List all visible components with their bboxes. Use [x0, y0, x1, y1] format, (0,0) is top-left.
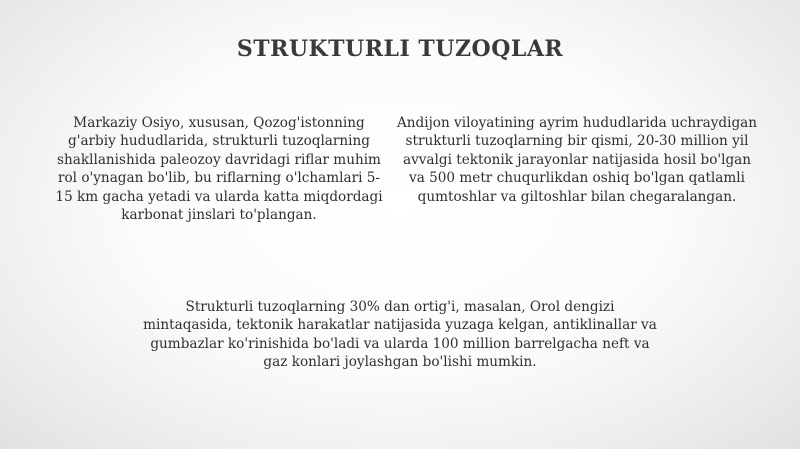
- paragraph-bottom: Strukturli tuzoqlarning 30% dan ortig'i, masalan, Orol dengizi mintaqasida, tektonik harakatlar natijasida yuzaga kelgan, antiklinallar va gumbazlar ko'rinishida bo'ladi va ularda 100 million barrelgacha neft va gaz konlari joylashgan bo'lishi mumkin.: [143, 299, 657, 371]
- slide-title: STRUKTURLI TUZOQLAR: [236, 36, 564, 62]
- paragraph-left: Markaziy Osiyo, xususan, Qozog'istonning g'arbiy hududlarida, strukturli tuzoqlarning shakllanishida paleozoy davridagi riflar muhim rol o'ynagan bo'lib, bu riflarning o'lchamlari 5-15 km gacha yetadi va ularda katta miqdordagi karbonat jinslari to'plangan.: [55, 115, 383, 224]
- paragraph-right: Andijon viloyatining ayrim hududlarida uchraydigan strukturli tuzoqlarning bir qismi, 20-30 million yil avvalgi tektonik jarayonlar natijasida hosil bo'lgan va 500 metr chuqurlikdan oshiq bo'lgan qatlamli qumtoshlar va giltoshlar bilan chegaralangan.: [396, 115, 758, 205]
